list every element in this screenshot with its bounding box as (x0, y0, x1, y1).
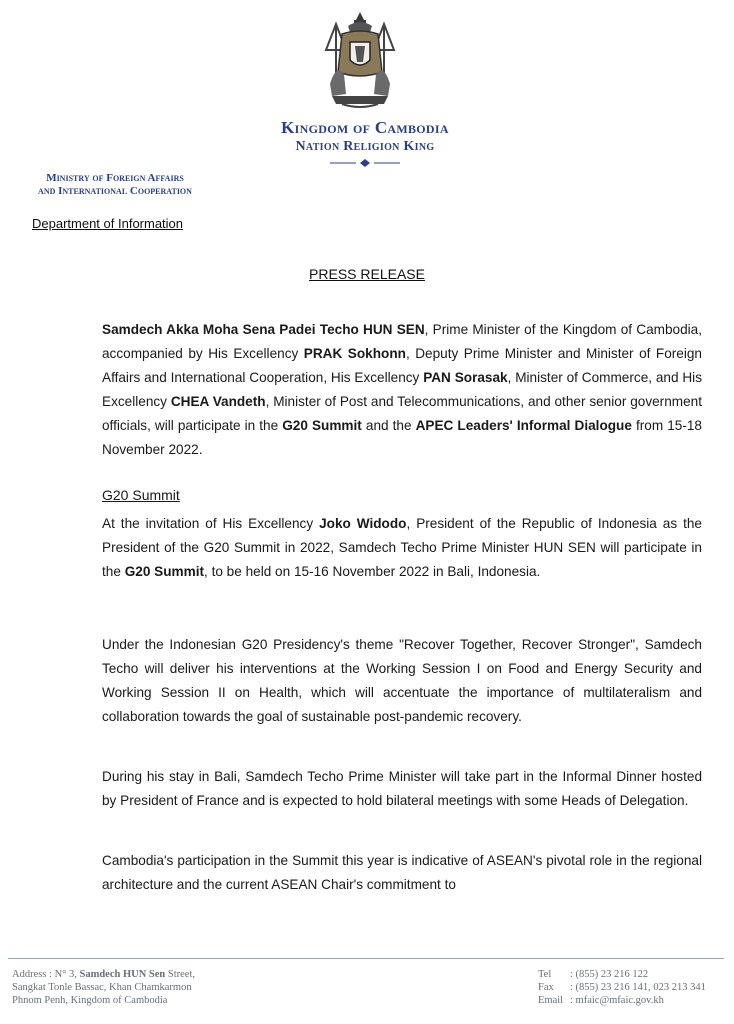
address-line-2: Sangkat Tonle Bassac, Khan Chamkarmon (12, 982, 192, 993)
intro-text-4: , Minister of Post and Telecommunications, and other senior government officials, will participate in the (102, 394, 702, 433)
footer-address (12, 968, 195, 1007)
ornament-divider-icon (330, 159, 400, 167)
g20-summit-bold-2: G20 Summit (124, 564, 205, 579)
dpm-name: PRAK Sokhonn (303, 346, 406, 361)
email-value[interactable]: : mfaic@mfaic.gov.kh (570, 995, 664, 1006)
indonesia-president-name: Joko Widodo (319, 516, 407, 531)
address-prefix: Address : N° 3, (12, 969, 80, 980)
national-motto: Nation Religion King (295, 139, 435, 154)
intro-text-3: , Minister of Commerce, and His Excellency (102, 370, 702, 409)
ministry-line-1: Ministry of Foreign Affairs (46, 172, 184, 184)
g20-paragraph-4: Cambodia's participation in the Summit this year is indicative of ASEAN's pivotal role in the regional architecture and the current ASEAN Chair's commitment to (102, 853, 702, 892)
tel-row (538, 968, 706, 981)
p1-text-c: , President of the Republic of Indonesia as the President of the G20 Summit in 2022, Samdech Techo Prime Minister HUN SEN will participate in the (102, 516, 702, 579)
g20-paragraph-3: During his stay in Bali, Samdech Techo Prime Minister will take part in the Informal Dinner hosted by President of France and is expected to hold bilateral meetings with some Heads of Delegation. (102, 769, 702, 808)
p1-text-a: At the invitation of His Excellency (102, 516, 320, 531)
address-line-1 (12, 968, 195, 981)
g20-paragraph-1 (102, 512, 702, 584)
pm-name: Samdech Akka Moha Sena Padei Techo HUN SEN (102, 322, 425, 337)
footer-contact (538, 968, 706, 1007)
post-minister-name: CHEA Vandeth (170, 394, 266, 409)
kingdom-heading (240, 118, 490, 167)
intro-text-2: , Deputy Prime Minister and Minister of Foreign Affairs and International Cooperation, His Excellency (102, 346, 702, 385)
email-row (538, 994, 706, 1007)
p1-text-e: , to be held on 15-16 November 2022 in Bali, Indonesia. (204, 564, 541, 579)
fax-row (538, 981, 706, 994)
g20-section-heading: G20 Summit (102, 487, 180, 503)
intro-text-1: , Prime Minister of the Kingdom of Cambodia, accompanied by His Excellency (102, 322, 702, 361)
footer-divider (8, 958, 724, 959)
address-street-name: Samdech HUN Sen (79, 969, 166, 980)
department-name: Department of Information (32, 216, 184, 231)
intro-text-6: from 15-18 November 2022. (102, 418, 702, 457)
intro-text-5: and the (361, 418, 416, 433)
fax-label: Fax (538, 982, 554, 993)
g20-summit-bold: G20 Summit (282, 418, 362, 433)
address-line-3: Phnom Penh, Kingdom of Cambodia (12, 995, 168, 1006)
royal-arms-emblem-icon (312, 10, 408, 110)
kingdom-title: Kingdom of Cambodia (281, 118, 449, 137)
fax-value: : (855) 23 216 141, 023 213 341 (570, 982, 706, 993)
commerce-minister-name: PAN Sorasak (423, 370, 508, 385)
tel-label: Tel (538, 969, 552, 980)
apec-dialogue-bold: APEC Leaders' Informal Dialogue (415, 418, 632, 433)
address-suffix: Street, (165, 969, 196, 980)
g20-paragraph-2: Under the Indonesian G20 Presidency's theme "Recover Together, Recover Stronger", Samdech Techo will deliver his interventions at the Working Session I on Food and Energy Security and Working Session II on Health, which will accentuate the importance of multilateralism and collaboration towards the goal of sustainable post-pandemic recovery. (102, 637, 702, 724)
ministry-name (10, 172, 220, 198)
ministry-line-2: and International Cooperation (38, 185, 192, 197)
tel-value: : (855) 23 216 122 (570, 969, 649, 980)
press-release-title: PRESS RELEASE (309, 266, 425, 282)
email-label: Email (538, 995, 564, 1006)
intro-paragraph (102, 318, 702, 462)
